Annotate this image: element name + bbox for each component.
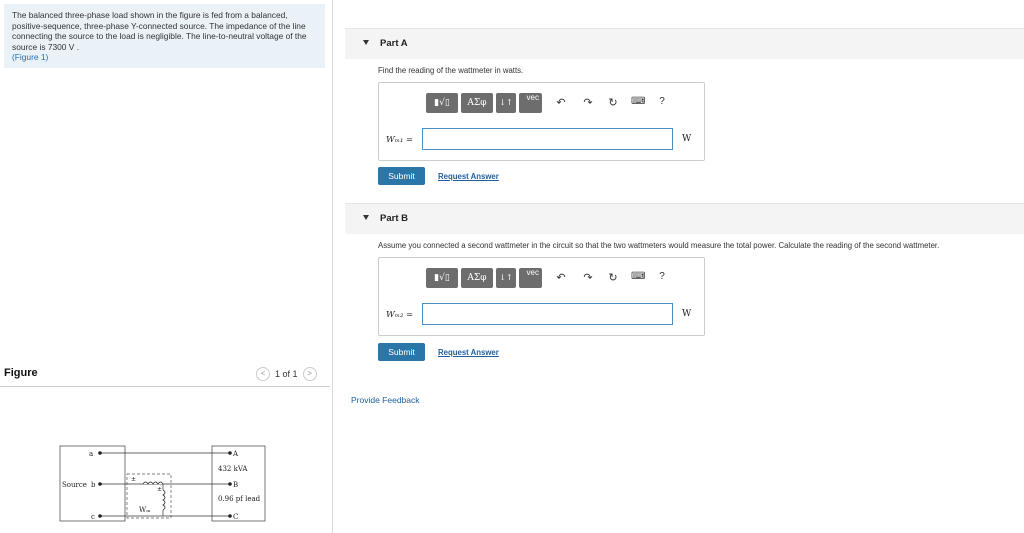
collapse-triangle-icon[interactable]	[363, 40, 369, 45]
vec-button[interactable]: vec	[519, 93, 542, 113]
answer-input[interactable]	[422, 303, 673, 325]
chevron-left-icon[interactable]: <	[256, 367, 270, 381]
vec-button[interactable]: vec	[519, 268, 542, 288]
greek-button[interactable]: ΑΣφ	[461, 93, 493, 113]
template-button[interactable]: ▮√▯	[426, 268, 458, 288]
node-dot	[228, 451, 232, 455]
node-dot	[228, 514, 232, 518]
variable-label: Wₘ₁ =	[386, 135, 414, 145]
part-b-title: Part B	[380, 213, 408, 224]
wattmeter-label: Wₘ	[139, 506, 151, 514]
problem-text: The balanced three-phase load shown in the figure is fed from a balanced, positive-sequence, three-phase Y-connected source. The impedance of the line connecting the source to the load is negligible. The line-to-neutral voltage of the source is 7300 V .	[12, 10, 307, 52]
undo-icon[interactable]: ↶	[556, 97, 566, 109]
potential-coil	[163, 490, 165, 510]
problem-statement	[4, 4, 325, 68]
provide-feedback-link[interactable]: Provide Feedback	[351, 395, 420, 405]
node-dot	[98, 451, 102, 455]
pager-count: 1 of 1	[275, 369, 298, 379]
node-A-label: A	[233, 450, 239, 458]
unit-label: W	[682, 134, 692, 144]
figure-link[interactable]: (Figure 1)	[12, 52, 49, 63]
figure-pager	[256, 367, 317, 381]
current-coil	[143, 482, 163, 484]
greek-button[interactable]: ΑΣφ	[461, 268, 493, 288]
answer-input[interactable]	[422, 128, 673, 150]
part-a-title: Part A	[380, 38, 408, 49]
node-dot	[228, 482, 232, 486]
help-button[interactable]: ?	[659, 96, 665, 107]
column-divider	[332, 0, 333, 533]
help-button[interactable]: ?	[659, 271, 665, 282]
node-a-label: a	[89, 450, 94, 458]
part-b-header[interactable]	[345, 203, 1024, 234]
polarity-mark-2: ±	[157, 486, 163, 493]
updown-button[interactable]: ↓↑	[496, 268, 516, 288]
redo-icon[interactable]: ↷	[583, 97, 593, 109]
keyboard-icon[interactable]: ⌨	[631, 271, 646, 282]
part-b-question: Assume you connected a second wattmeter in the circuit so that the two wattmeters would measure the total power. Calculate the reading of the second wattmeter.	[378, 241, 940, 250]
reset-icon[interactable]: ↻	[608, 97, 618, 109]
template-button[interactable]: ▮√▯	[426, 93, 458, 113]
load-pf-label: 0.96 pf lead	[218, 495, 261, 503]
node-dot	[98, 514, 102, 518]
part-a-question: Find the reading of the wattmeter in watts.	[378, 66, 524, 75]
chevron-right-icon[interactable]: >	[303, 367, 317, 381]
load-kva-label: 432 kVA	[218, 465, 248, 473]
part-a-header[interactable]	[345, 28, 1024, 59]
submit-button[interactable]: Submit	[378, 343, 425, 361]
node-c-label: c	[91, 513, 95, 521]
load-box	[212, 446, 265, 521]
unit-label: W	[682, 309, 692, 319]
collapse-triangle-icon[interactable]	[363, 215, 369, 220]
updown-button[interactable]: ↓↑	[496, 93, 516, 113]
part-b-answer-box	[378, 257, 705, 336]
node-b-label: b	[91, 481, 96, 489]
left-panel	[0, 0, 330, 533]
node-B-label: B	[233, 481, 239, 489]
keyboard-icon[interactable]: ⌨	[631, 96, 646, 107]
polarity-mark: ±	[131, 476, 137, 483]
figure-title: Figure	[4, 367, 38, 379]
source-label: Source	[62, 481, 87, 489]
reset-icon[interactable]: ↻	[608, 272, 618, 284]
redo-icon[interactable]: ↷	[583, 272, 593, 284]
circuit-diagram	[55, 440, 270, 530]
figure-header	[0, 362, 330, 387]
request-answer-link[interactable]: Request Answer	[438, 348, 499, 357]
undo-icon[interactable]: ↶	[556, 272, 566, 284]
submit-button[interactable]: Submit	[378, 167, 425, 185]
request-answer-link[interactable]: Request Answer	[438, 172, 499, 181]
variable-label: Wₘ₂ =	[386, 310, 414, 320]
node-C-label: C	[233, 513, 239, 521]
node-dot	[98, 482, 102, 486]
part-a-answer-box	[378, 82, 705, 161]
